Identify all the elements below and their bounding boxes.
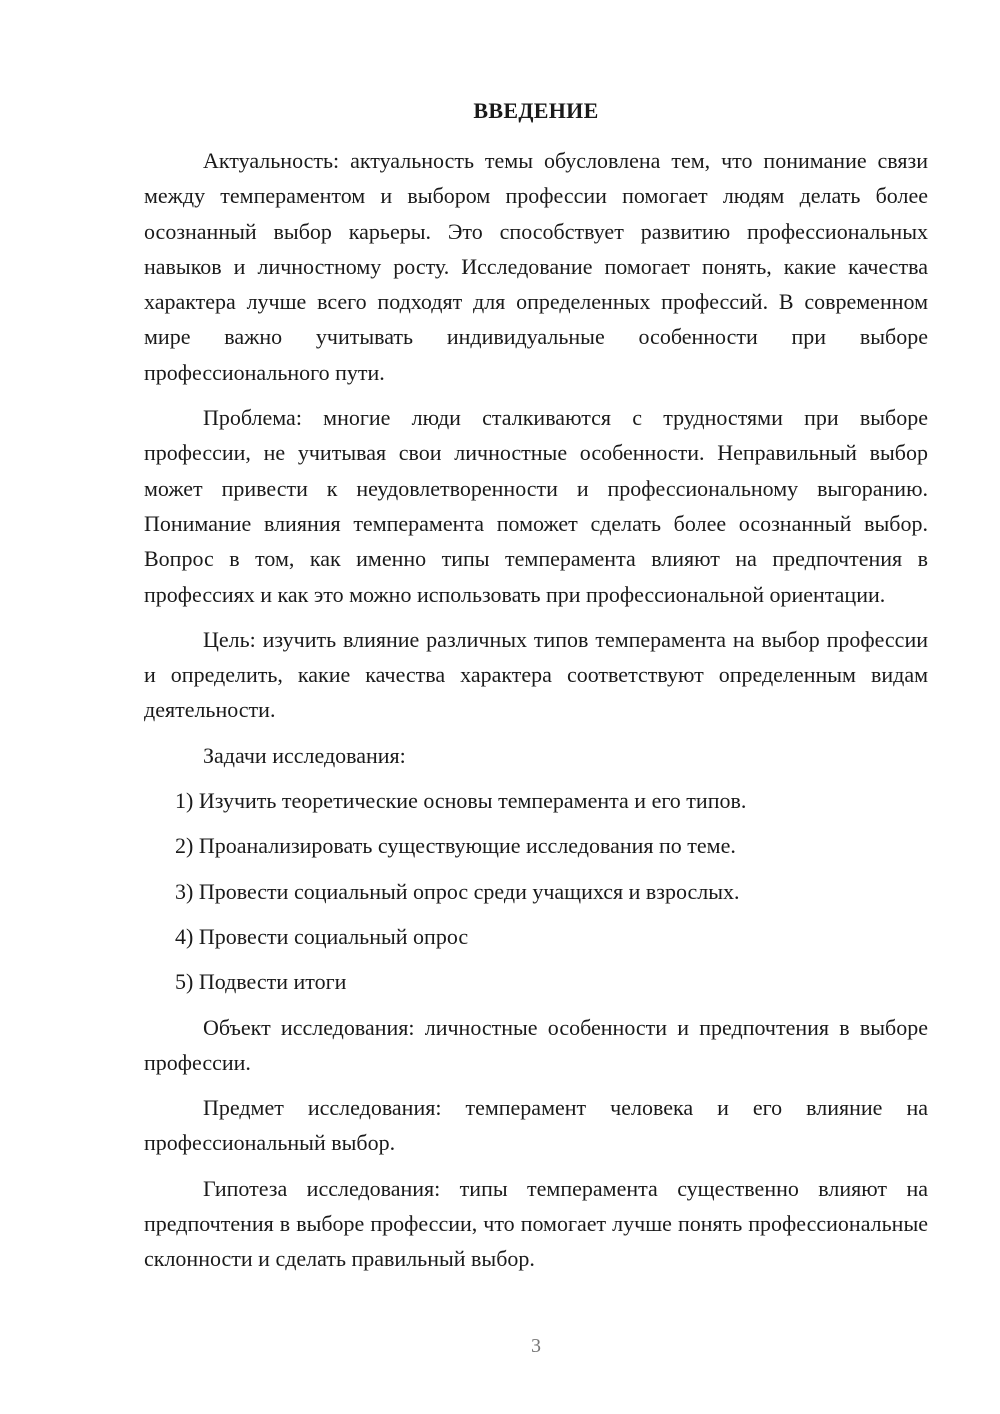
task-item: 1) Изучить теоретические основы темперамента и его типов.	[175, 788, 747, 814]
task-item: 5) Подвести итоги	[175, 969, 347, 995]
paragraph-object: Объект исследования: личностные особенности и предпочтения в выборе профессии.	[144, 1014, 928, 1075]
document-body	[144, 143, 928, 1277]
task-item: 2) Проанализировать существующие исследования по теме.	[175, 833, 736, 859]
paragraph-problem: Проблема: многие люди сталкиваются с трудностями при выборе профессии, не учитывая свои личностные особенности. Неправильный выбор может привести к неудовлетворенности и профессиональному выгоранию. Понимание влияния темперамента поможет сделать более осознанный выбор. Вопрос в том, как именно типы темперамента влияют на предпочтения в профессиях и как это можно использовать при профессиональной ориентации.	[144, 405, 928, 607]
task-item: 3) Провести социальный опрос среди учащихся и взрослых.	[175, 878, 740, 904]
task-item: 4) Провести социальный опрос	[175, 923, 469, 949]
tasks-intro: Задачи исследования:	[203, 742, 406, 768]
paragraph-hypothesis: Гипотеза исследования: типы темперамента существенно влияют на предпочтения в выборе профессии, что помогает лучше понять профессиональные склонности и сделать правильный выбор.	[144, 1175, 928, 1272]
paragraph-goal: Цель: изучить влияние различных типов темперамента на выбор профессии и определить, какие качества характера соответствуют определенным видам деятельности.	[144, 626, 928, 723]
paragraph-subject: Предмет исследования: темперамент человека и его влияние на профессиональный выбор.	[144, 1095, 928, 1156]
paragraph-relevance: Актуальность: актуальность темы обусловлена тем, что понимание связи между темпераментом и выбором профессии помогает людям делать более осознанный выбор карьеры. Это способствует развитию профессиональных навыков и личностному росту. Исследование помогает понять, какие качества характера лучше всего подходят для определенных профессий. В современном мире важно учитывать индивидуальные особенности при выборе профессионального пути.	[144, 148, 928, 385]
section-heading: ВВЕДЕНИЕ	[473, 98, 599, 123]
page-number: 3	[531, 1335, 541, 1357]
